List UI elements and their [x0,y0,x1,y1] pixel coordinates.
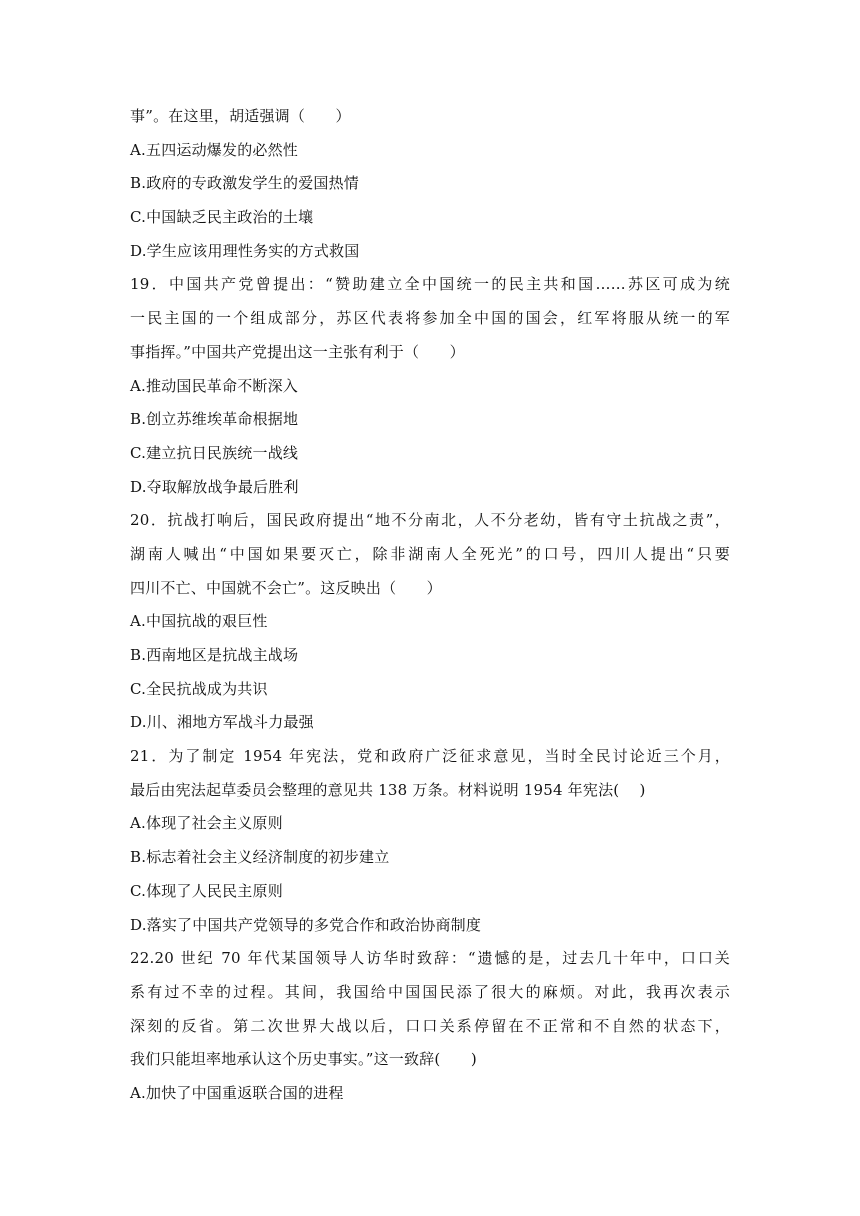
question-22-option-a: A.加快了中国重返联合国的进程 [130,1083,344,1102]
question-21-stem-line-1: 21．为了制定 1954 年宪法，党和政府广泛征求意见，当时全民讨论近三个月， [130,747,730,766]
question-18 [130,100,730,268]
question-19-option-c: C.建立抗日民族统一战线 [130,443,299,462]
question-18-option-d: D.学生应该用理性务实的方式救国 [130,241,360,260]
question-21-option-c: C.体现了人民民主原则 [130,881,283,900]
question-22 [130,942,730,1110]
question-19-option-d: D.夺取解放战争最后胜利 [130,477,299,496]
question-22-stem-line-1: 22.20 世纪 70 年代某国领导人访华时致辞：“遗憾的是，过去几十年中，口口关 [130,949,730,968]
question-18-option-a: A.五四运动爆发的必然性 [130,140,299,159]
page-content [130,100,730,1111]
question-18-option-c: C.中国缺乏民主政治的土壤 [130,208,314,227]
question-21-stem-line-2: 最后由宪法起草委员会整理的意见共 138 万条。材料说明 1954 年宪法( ) [130,780,646,799]
question-21-option-b: B.标志着社会主义经济制度的初步建立 [130,848,390,867]
question-19-stem-line-2: 一民主国的一个组成部分，苏区代表将参加全中国的国会，红军将服从统一的军 [130,309,730,328]
question-21 [130,740,730,942]
question-20-option-d: D.川、湘地方军战斗力最强 [130,713,314,732]
question-20-stem-line-3: 四川不亡、中国就不会亡”。这反映出（ ） [130,578,442,597]
question-19-option-b: B.创立苏维埃革命根据地 [130,410,299,429]
question-20-stem-line-2: 湖南人喊出“中国如果要灭亡，除非湖南人全死光”的口号，四川人提出“只要 [130,544,730,563]
question-22-stem-line-2: 系有过不幸的过程。其间，我国给中国国民添了很大的麻烦。对此，我再次表示 [130,982,730,1001]
question-20-option-b: B.西南地区是抗战主战场 [130,646,299,664]
question-22-stem-line-4: 我们只能坦率地承认这个历史事实。”这一致辞( ) [130,1050,477,1069]
question-21-option-d: D.落实了中国共产党领导的多党合作和政治协商制度 [130,915,482,934]
question-19-stem-line-3: 事指挥。”中国共产党提出这一主张有利于（ ） [130,342,465,361]
question-20-stem-line-1: 20．抗战打响后，国民政府提出“地不分南北，人不分老幼，皆有守土抗战之责”， [130,511,730,530]
question-19-stem-line-1: 19．中国共产党曾提出：“赞助建立全中国统一的民主共和国……苏区可成为统 [130,275,730,294]
question-20 [130,504,730,740]
question-19-option-a: A.推动国民革命不断深入 [130,376,299,395]
question-19 [130,268,730,504]
question-21-option-a: A.体现了社会主义原则 [130,814,283,833]
question-18-option-b: B.政府的专政激发学生的爱国热情 [130,174,359,193]
question-20-option-a: A.中国抗战的艰巨性 [130,612,268,631]
question-20-option-c: C.全民抗战成为共识 [130,679,268,698]
question-22-stem-line-3: 深刻的反省。第二次世界大战以后，口口关系停留在不正常和不自然的状态下， [130,1016,730,1035]
question-18-stem-tail: 事”。在这里，胡适强调（ ） [130,107,351,125]
